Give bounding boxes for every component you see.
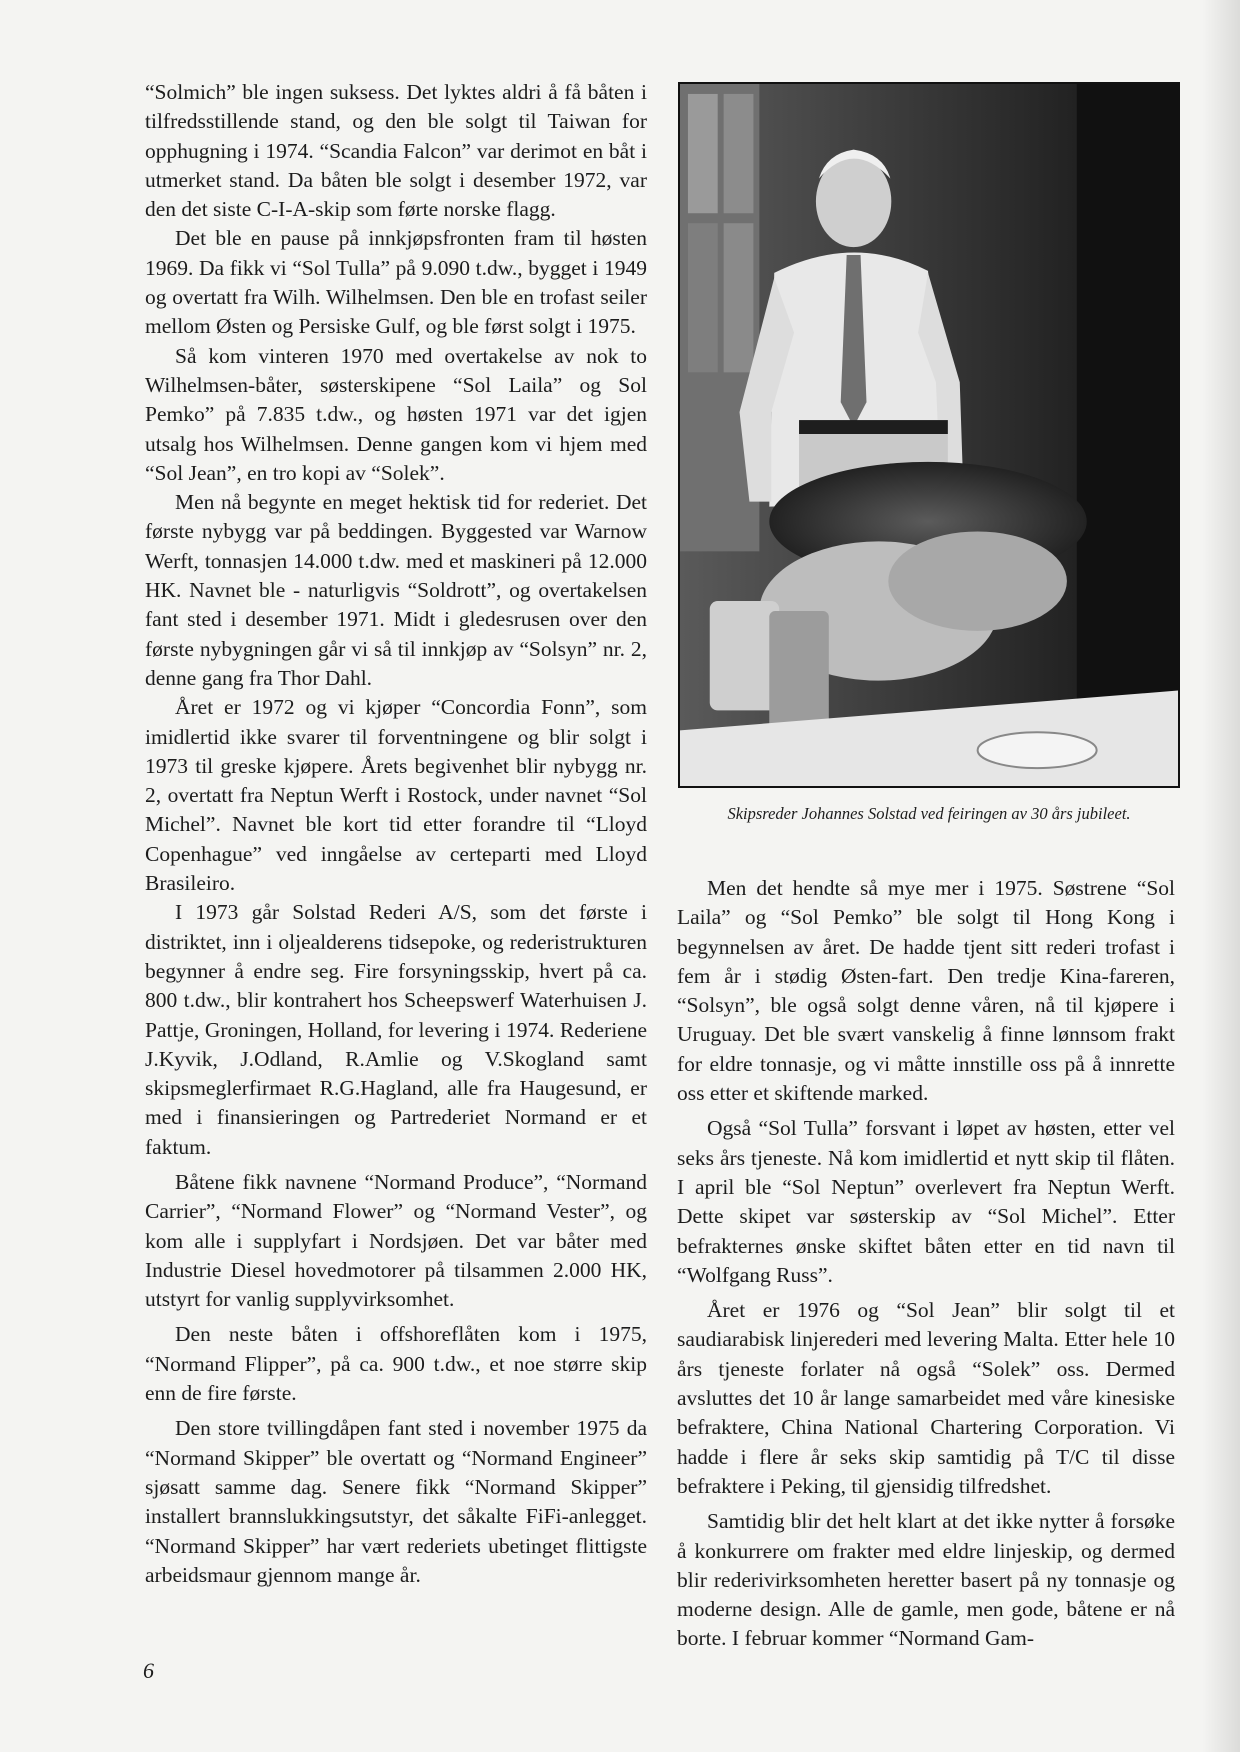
paragraph: Den store tvillingdåpen fant sted i november 1975 da “Normand Skipper” ble overtatt og “Normand Engineer” sjøsatt samme dag. Senere fikk “Normand Skipper” installert brannslukkingsutstyr, det såkalte FiFi-anlegget. “Normand Skipper” har vært rederiets ubetinget flittigste arbeidsmaur gjennom mange år.	[145, 1416, 647, 1587]
paragraph: I 1973 går Solstad Rederi A/S, som det første i distriktet, inn i oljealderens tidsepoke, og rederistrukturen begynner å endre seg. Fire forsyningsskip, hvert på ca. 800 t.dw., blir kontrahert hos Scheepswerf Waterhuisen J. Pattje, Groningen, Holland, for levering i 1974. Rederiene J.Kyvik, J.Odland, R.Amlie og V.Skogland samt skipsmeglerfirmaet R.G.Hagland, alle fra Haugesund, er med i finansieringen og Partrederiet Normand er et faktum.	[145, 900, 647, 1159]
photo-image	[680, 84, 1178, 786]
paragraph: Båtene fikk navnene “Normand Produce”, “Normand Carrier”, “Normand Flower” og “Normand Vester”, og kom alle i supplyfart i Nordsjøen. Det var båter med Industrie Diesel hovedmotorer på tilsammen 2.000 HK, utstyrt for vanlig supplyvirksomhet.	[145, 1169, 647, 1312]
paragraph: Så kom vinteren 1970 med overtakelse av nok to Wilhelmsen-båter, søsterskipene “Sol Laila” og Sol Pemko” på 7.835 t.dw., og høsten 1971 var det igjen utsalg hos Wilhelmsen. Denne gangen kom vi hjem med “Sol Jean”, en tro kopi av “Solek”.	[145, 343, 647, 485]
page-edge-shadow	[1202, 0, 1240, 1752]
photo-caption: Skipsreder Johannes Solstad ved feiringen av 30 års jubileet.	[727, 804, 1131, 823]
paragraph: Samtidig blir det helt klart at det ikke nytter å forsøke å konkurrere om frakter med eldre linjeskip, og dermed blir rederivirksomheten heretter basert på ny tonnasje og moderne design. Alle de gamle, men gode, båtene er nå borte. I februar kommer “Normand Gam-	[677, 1509, 1175, 1651]
paragraph: Men nå begynte en meget hektisk tid for rederiet. Det første nybygg var på beddingen. Byggested var Warnow Werft, tonnasjen 14.000 t.dw. med et maskineri på 12.000 HK. Navnet ble - naturligvis “Soldrott”, og overtakelsen fant sted i desember 1971. Midt i gledesrusen over den første nybygningen går vi så til innkjøp av “Solsyn” nr. 2, denne gang fra Thor Dahl.	[145, 490, 647, 690]
paragraph: Det ble en pause på innkjøpsfronten fram til høsten 1969. Da fikk vi “Sol Tulla” på 9.090 t.dw., bygget i 1949 og overtatt fra Wilh. Wilhelmsen. Den ble en trofast seiler mellom Østen og Persiske Gulf, og ble først solgt i 1975.	[145, 226, 647, 339]
text-column-right	[677, 874, 1175, 1654]
text-column-left	[145, 78, 647, 1590]
paragraph: Også “Sol Tulla” forsvant i løpet av høsten, etter vel seks års tjeneste. Nå kom imidlertid et nytt skip til flåten. I april ble “Sol Neptun” overlevert fra Neptun Werft. Dette skipet var søsterskip av “Sol Michel”. Etter befrakternes ønske skiftet båten etter en tid navn til “Wolfgang Russ”.	[677, 1116, 1175, 1287]
page-number: 6	[143, 1658, 154, 1683]
paragraph: Men det hendte så mye mer i 1975. Søstrene “Sol Laila” og “Sol Pemko” ble solgt til Hong Kong i begynnelsen av året. De hadde tjent sitt rederi trofast i fem år i stødig Østen-fart. Den tredje Kina-fareren, “Solsyn”, ble også solgt denne våren, nå til kjøpere i Uruguay. Det ble svært vanskelig å finne lønnsom frakt for eldre tonnasje, og vi måtte innstille oss på å innrette oss etter et skiftende marked.	[677, 876, 1175, 1106]
photo-celebration	[678, 82, 1180, 788]
paragraph: Den neste båten i offshoreflåten kom i 1975, “Normand Flipper”, på ca. 900 t.dw., et noe større skip enn de fire første.	[145, 1322, 647, 1406]
paragraph: Året er 1972 og vi kjøper “Concordia Fonn”, som imidlertid ikke svarer til forventningene og blir solgt i 1973 til greske kjøpere. Årets begivenhet blir nybygg nr. 2, overtatt fra Neptun Werft i Rostock, under navnet “Sol Michel”. Navnet ble kort tid etter forandre til “Lloyd Copenhague” ved inngåelse av certeparti med Lloyd Brasileiro.	[145, 695, 647, 896]
paragraph: Året er 1976 og “Sol Jean” blir solgt til et saudiarabisk linjerederi med levering Malta. Etter hele 10 års tjeneste forlater nå også “Solek” oss. Dermed avsluttes det 10 år lange samarbeidet med våre kinesiske befraktere, China National Chartering Corporation. Vi hadde i flere år seks skip samtidig på T/C til disse befraktere i Peking, til gjensidig tilfredshet.	[677, 1298, 1175, 1498]
paragraph: “Solmich” ble ingen suksess. Det lyktes aldri å få båten i tilfredsstillende stand, og den ble solgt til Taiwan for opphugning i 1974. “Scandia Falcon” var derimot en båt i utmerket stand. Da båten ble solgt i desember 1972, var den det siste C-I-A-skip som førte norske flagg.	[145, 80, 647, 222]
